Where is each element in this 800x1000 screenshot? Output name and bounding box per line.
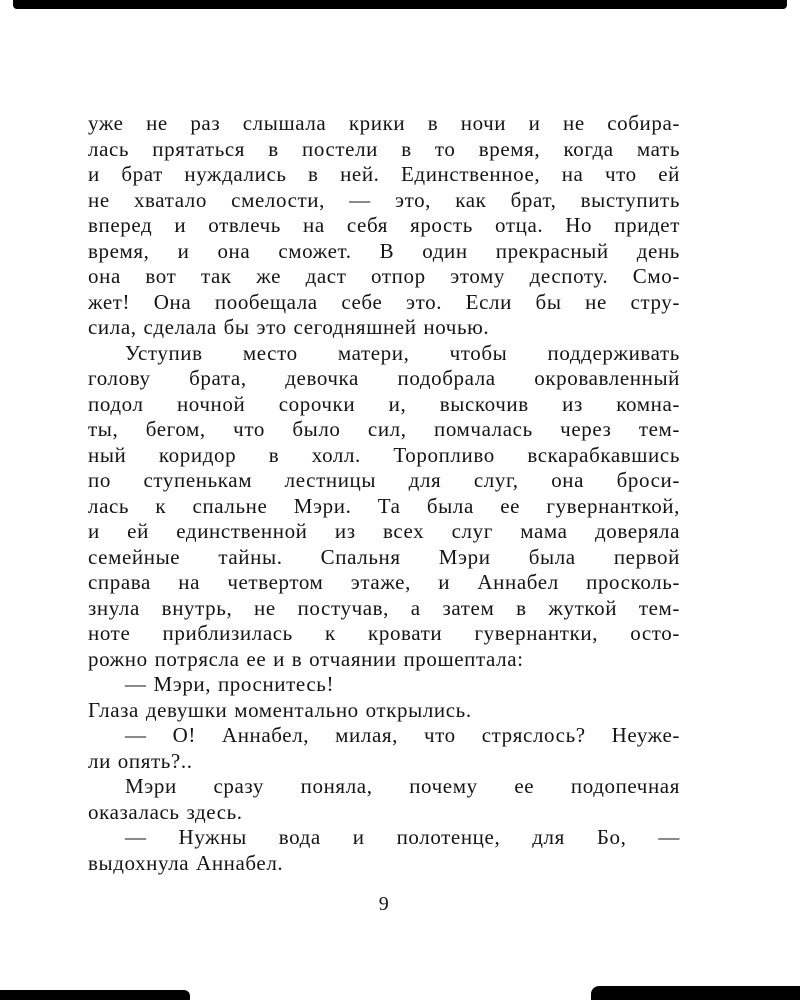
text-line: время, и она сможет. В один прекрасный день [88, 238, 680, 263]
text-line: и брат нуждались в ней. Единственное, на что ей [88, 162, 680, 186]
text-line: выдохнула Аннабел. [88, 850, 284, 875]
page-text [88, 111, 680, 876]
text-line: Уступив место матери, чтобы поддерживать [125, 340, 680, 365]
text-line: Глаза девушки моментально открылись. [88, 697, 472, 722]
text-line: голову брата, девочка подобрала окровавленный [88, 366, 680, 390]
scan-artifact-top [13, 0, 787, 9]
text-line: ли опять?.. [88, 748, 193, 773]
text-line: ты, бегом, что было сил, помчалась через тем- [88, 417, 680, 441]
text-line: она вот так же даст отпор этому деспоту. Смо- [88, 264, 680, 288]
text-line: знула внутрь, не постучав, а затем в жуткой тем- [88, 595, 680, 620]
text-line: подол ночной сорочки и, выскочив из комна- [88, 391, 680, 416]
text-line: и ей единственной из всех слуг мама доверяла [88, 519, 680, 543]
text-line: уже не раз слышала крики в ночи и не собира- [88, 111, 680, 135]
text-line: — Нужны вода и полотенце, для Бо, — [125, 825, 680, 849]
paragraph [88, 774, 680, 825]
paragraph [88, 825, 680, 876]
text-line: рожно потрясла ее и в отчаянии прошептала: [88, 646, 524, 671]
paragraph [88, 723, 680, 774]
text-line: ный коридор в холл. Торопливо вскарабкавшись [88, 442, 680, 467]
paragraph [88, 698, 680, 724]
paragraph [88, 111, 680, 341]
text-line: оказалась здесь. [88, 799, 243, 824]
text-line: Мэри сразу поняла, почему ее подопечная [125, 774, 680, 798]
paragraph [88, 341, 680, 673]
text-line: — О! Аннабел, милая, что стряслось? Неуже- [125, 723, 680, 747]
text-line: ноте приблизилась к кровати гувернантки, осто- [88, 621, 680, 645]
text-line: по ступенькам лестницы для слуг, она броси- [88, 468, 680, 492]
text-line: сила, сделала бы это сегодняшней ночью. [88, 315, 490, 339]
text-line: — Мэри, проснитесь! [125, 672, 335, 696]
paragraph [88, 672, 680, 698]
text-line: лась к спальне Мэри. Та была ее гувернанткой, [88, 493, 680, 518]
page-number: 9 [378, 893, 390, 915]
text-line: жет! Она пообещала себе это. Если бы не стру- [88, 289, 680, 314]
text-line: справа на четвертом этаже, и Аннабел просколь- [88, 570, 680, 594]
text-line: лась прятаться в постели в то время, когда мать [88, 136, 680, 161]
scan-artifact-bottom-right [591, 986, 800, 1000]
text-line: семейные тайны. Спальня Мэри была первой [88, 544, 680, 569]
text-line: не хватало смелости, — это, как брат, выступить [88, 187, 680, 212]
text-line: вперед и отвлечь на себя ярость отца. Но придет [88, 213, 680, 237]
scan-artifact-bottom-left [0, 990, 190, 1000]
